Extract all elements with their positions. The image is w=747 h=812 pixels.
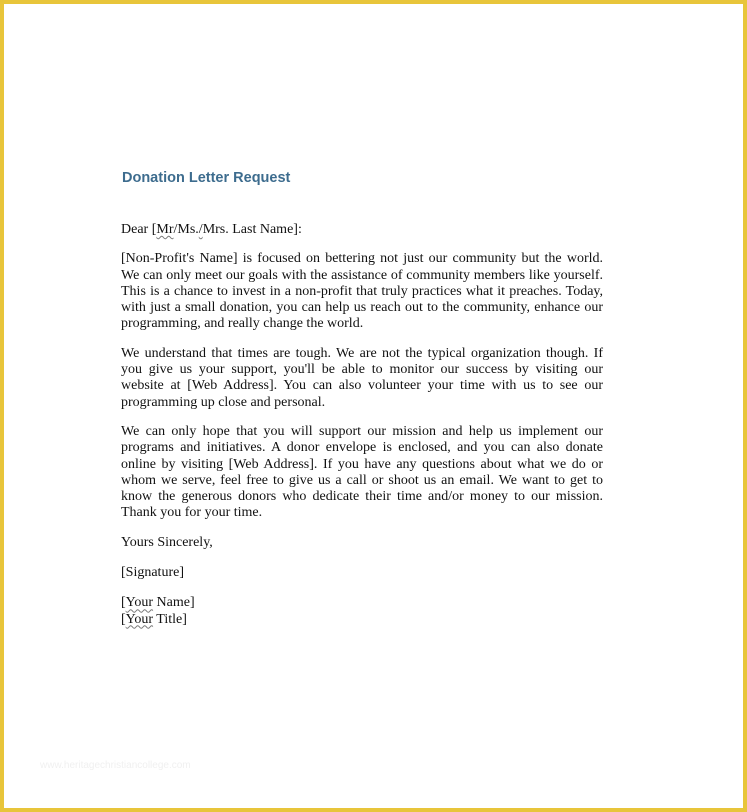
closing: Yours Sincerely, — [121, 534, 213, 550]
salutation-slash: / — [198, 222, 203, 237]
watermark: www.heritagechristiancollege.com — [40, 760, 191, 771]
paragraph-3: We can only hope that you will support our mission and help us implement our programs and initiatives. A donor envelope is enclosed, and you can also donate online by visiting [Web Address]. If you have any questions about what we do or whom we serve, feel free to give us a call or shoot us an email. We want to get to know the generous donors who dedicate their time and/or money to our mission. Thank you for your time. — [121, 423, 603, 521]
signature-placeholder: [Signature] — [121, 565, 184, 581]
name-open: [ — [121, 595, 126, 611]
name-your: Your — [125, 595, 154, 611]
salutation-suffix: Mrs. Last Name]: — [202, 222, 302, 237]
name-rest: Name] — [153, 595, 195, 611]
salutation-mr: Mr — [156, 222, 174, 237]
title-open: [ — [121, 611, 126, 627]
title-rest: Title] — [153, 611, 187, 627]
title-your: Your — [125, 611, 154, 627]
paragraph-2: We understand that times are tough. We are not the typical organization though. If you give us your support, you'll be able to monitor our success by visiting our website at [Web Address]. You can also volunteer your time with us to see our programming up close and personal. — [121, 345, 603, 410]
document-title: Donation Letter Request — [122, 170, 291, 186]
salutation — [121, 222, 603, 238]
salutation-prefix: Dear [ — [121, 222, 157, 237]
title-line — [121, 612, 603, 628]
paragraph-1: [Non-Profit's Name] is focused on bettering not just our community but the world. We can only meet our goals with the assistance of community members like yourself. This is a chance to invest in a non-profit that truly practices what it preaches. Today, with just a small donation, you can help us reach out to the community, enhance our programming, and really change the world. — [121, 251, 603, 332]
name-line — [121, 595, 603, 611]
letter-body — [121, 222, 603, 628]
salutation-ms: /Ms. — [173, 222, 199, 237]
